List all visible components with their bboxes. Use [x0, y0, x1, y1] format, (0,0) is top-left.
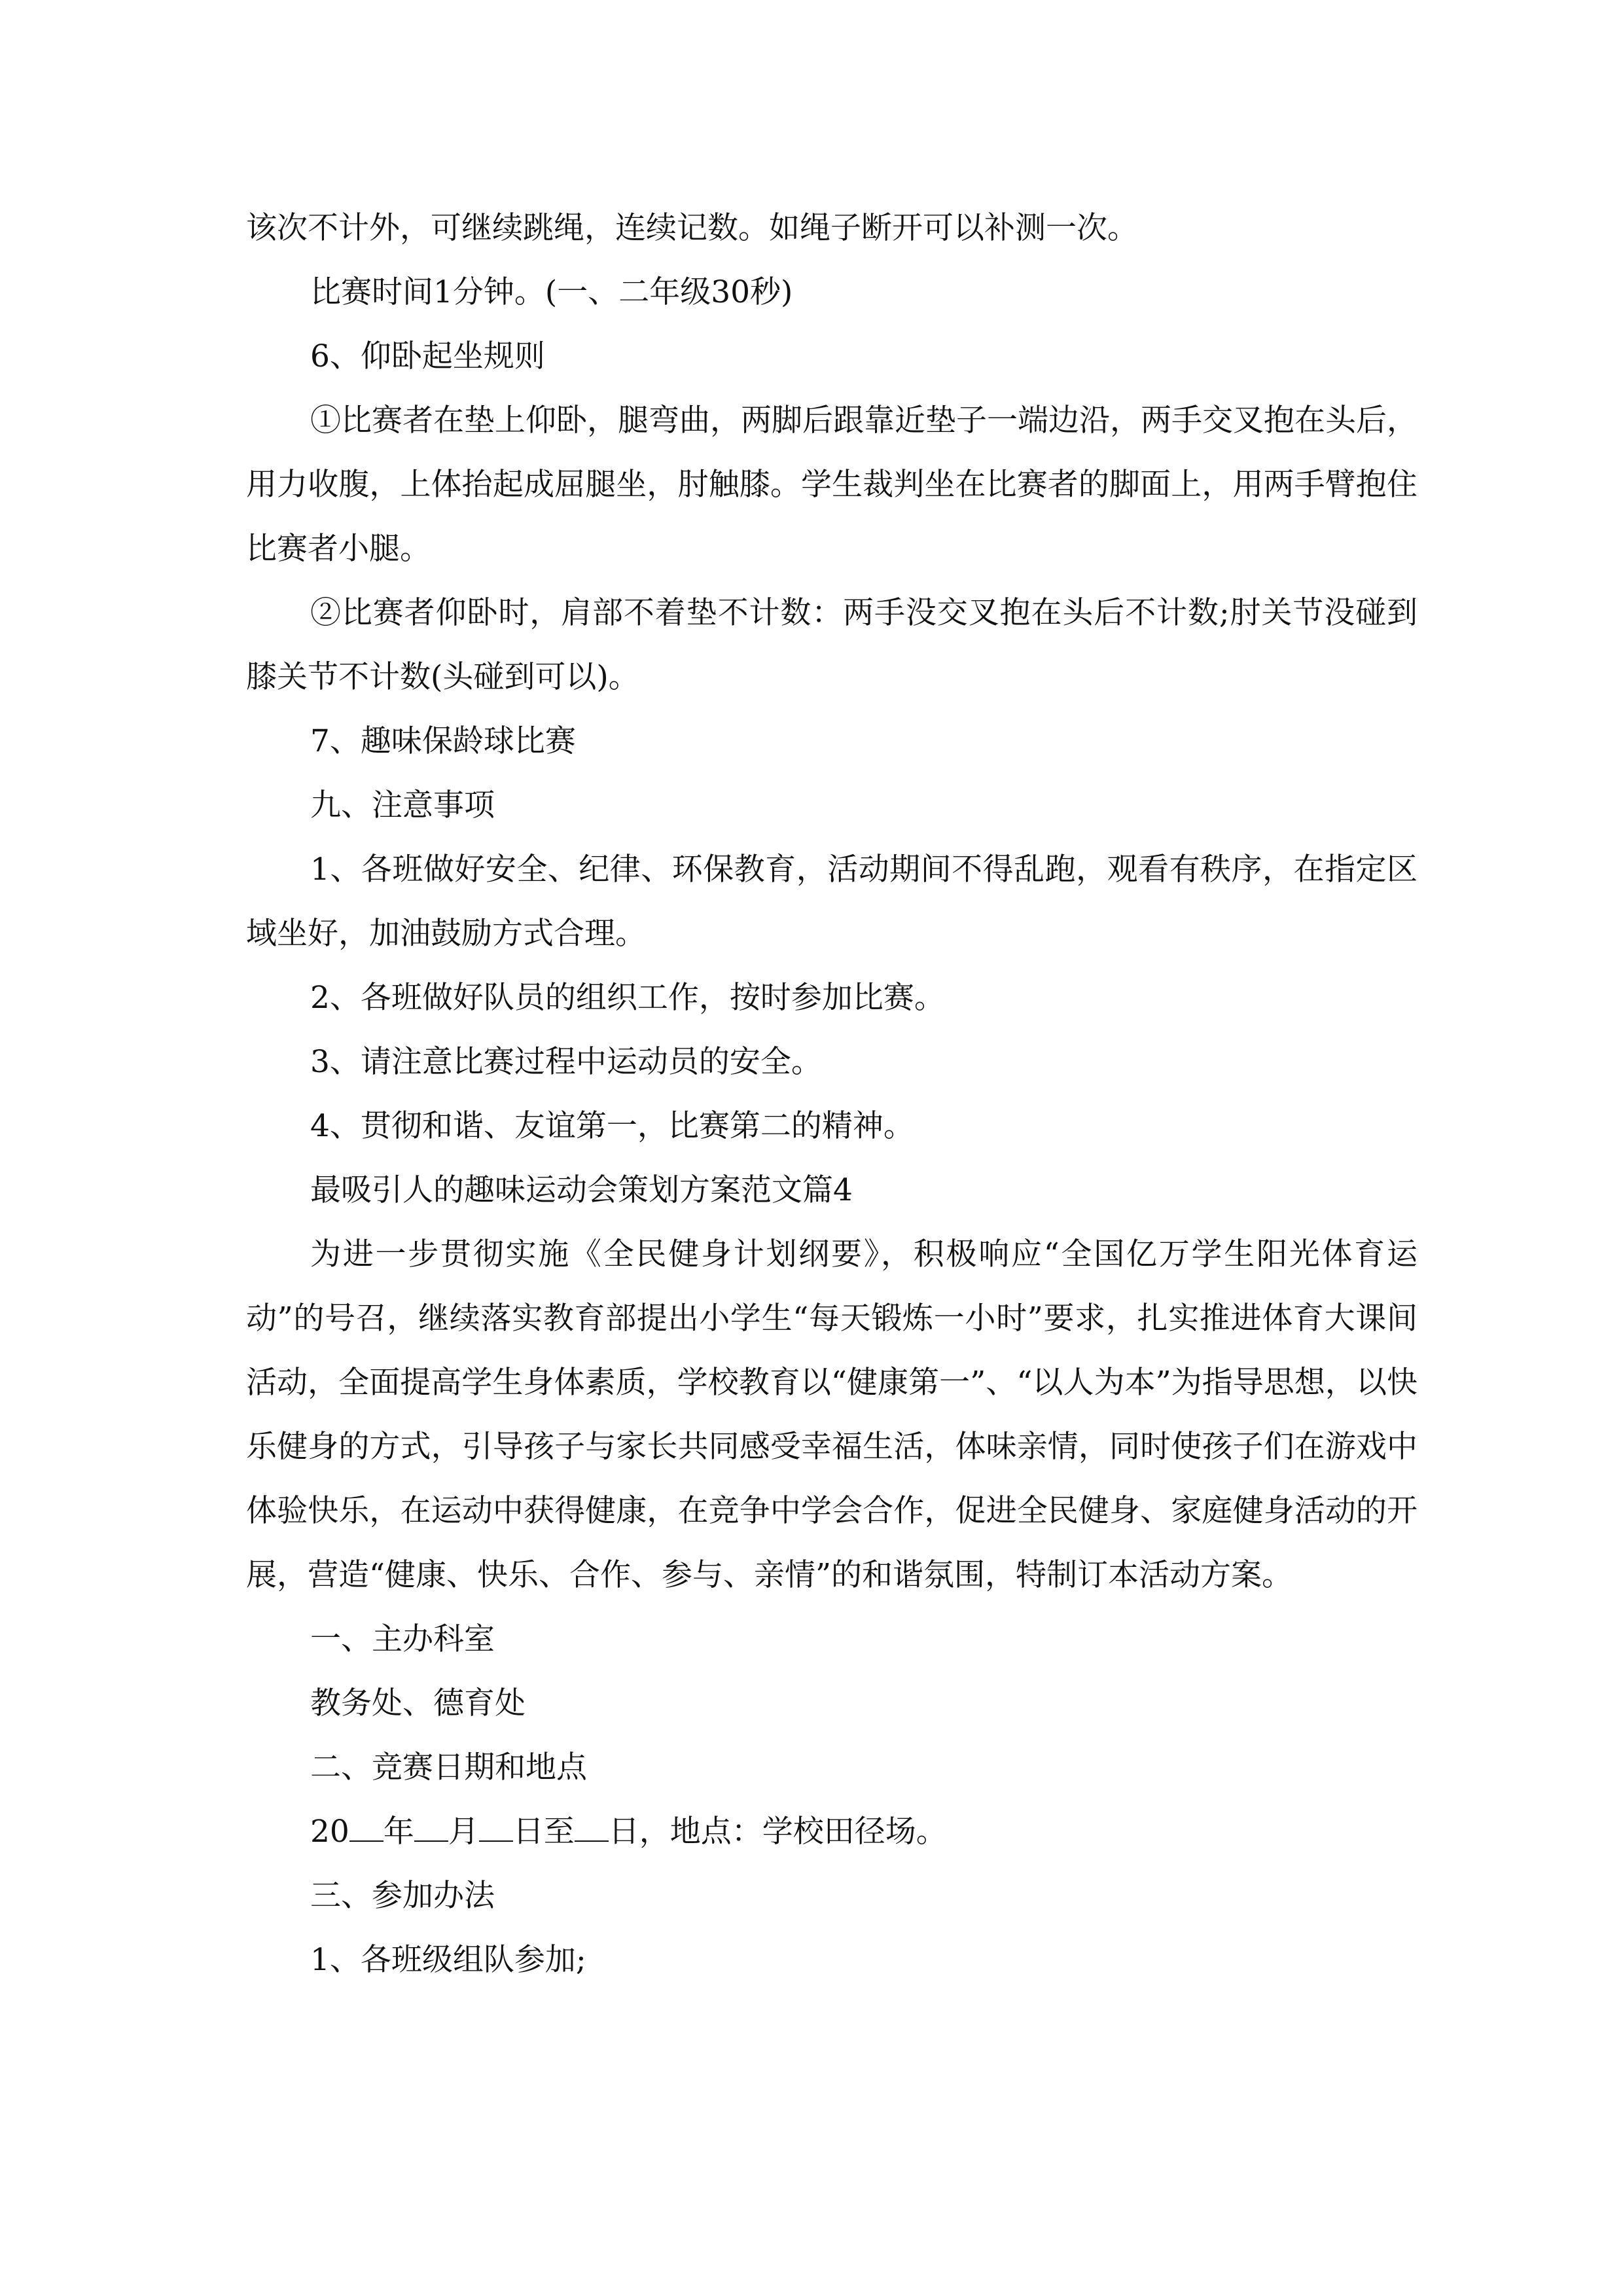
paragraph-1: 该次不计外，可继续跳绳，连续记数。如绳子断开可以补测一次。 — [246, 210, 1138, 246]
blank-day — [479, 1838, 513, 1842]
paragraph-note-4: 4、贯彻和谐、友谊第一，比赛第二的精神。 — [310, 1108, 914, 1144]
heading-date-place: 二、竞赛日期和地点 — [310, 1749, 587, 1785]
date-day-label: 日至 — [512, 1814, 575, 1850]
date-year-label: 年 — [383, 1814, 414, 1850]
paragraph-note-1: 1、各班做好安全、纪律、环保教育，活动期间不得乱跑，观看有秩序，在指定区域坐好，加油鼓励方式合理。 — [246, 852, 1418, 952]
document-page — [246, 196, 1418, 1992]
blank-day-end — [575, 1838, 609, 1842]
blank-month — [414, 1838, 448, 1842]
blank-year — [349, 1838, 383, 1842]
date-day-end-label: 日，地点：学校田径场。 — [608, 1814, 947, 1850]
paragraph-intro: 为进一步贯彻实施《全民健身计划纲要》，积极响应“全国亿万学生阳光体育运动”的号召，继续落实教育部提出小学生“每天锻炼一小时”要求，扎实推进体育大课间活动，全面提高学生身体素质，学校教育以“健康第一”、“以人为本”为指导思想，以快乐健身的方式，引导孩子与家长共同感受幸福生活，体味亲情，同时使孩子们在游戏中体验快乐，在运动中获得健康，在竞争中学会合作，促进全民健身、家庭健身活动的开展，营造“健康、快乐、合作、参与、亲情”的和谐氛围，特制订本活动方案。 — [246, 1236, 1418, 1593]
section-title-plan-4: 最吸引人的趣味运动会策划方案范文篇4 — [310, 1172, 853, 1208]
date-month-label: 月 — [448, 1814, 479, 1850]
paragraph-note-2: 2、各班做好队员的组织工作，按时参加比赛。 — [310, 980, 945, 1016]
paragraph-2: 比赛时间1分钟。(一、二年级30秒) — [310, 274, 793, 310]
paragraph-situp-rule-2: ②比赛者仰卧时，肩部不着垫不计数：两手没交叉抱在头后不计数;肘关节没碰到膝关节不计数(头碰到可以)。 — [246, 595, 1418, 695]
heading-situp-rules: 6、仰卧起坐规则 — [310, 338, 545, 374]
paragraph-situp-rule-1: ①比赛者在垫上仰卧，腿弯曲，两脚后跟靠近垫子一端边沿，两手交叉抱在头后，用力收腹，上体抬起成屈腿坐，肘触膝。学生裁判坐在比赛者的脚面上，用两手臂抱住比赛者小腿。 — [246, 403, 1418, 567]
paragraph-participation-1: 1、各班级组队参加; — [310, 1942, 586, 1978]
date-year-prefix: 20 — [310, 1814, 349, 1850]
heading-organizer: 一、主办科室 — [310, 1621, 495, 1657]
heading-bowling: 7、趣味保龄球比赛 — [310, 723, 576, 759]
heading-participation: 三、参加办法 — [310, 1878, 495, 1914]
paragraph-note-3: 3、请注意比赛过程中运动员的安全。 — [310, 1044, 822, 1080]
heading-notes: 九、注意事项 — [310, 787, 495, 823]
paragraph-organizer: 教务处、德育处 — [310, 1685, 526, 1721]
paragraph-date-line — [246, 1800, 1418, 1864]
